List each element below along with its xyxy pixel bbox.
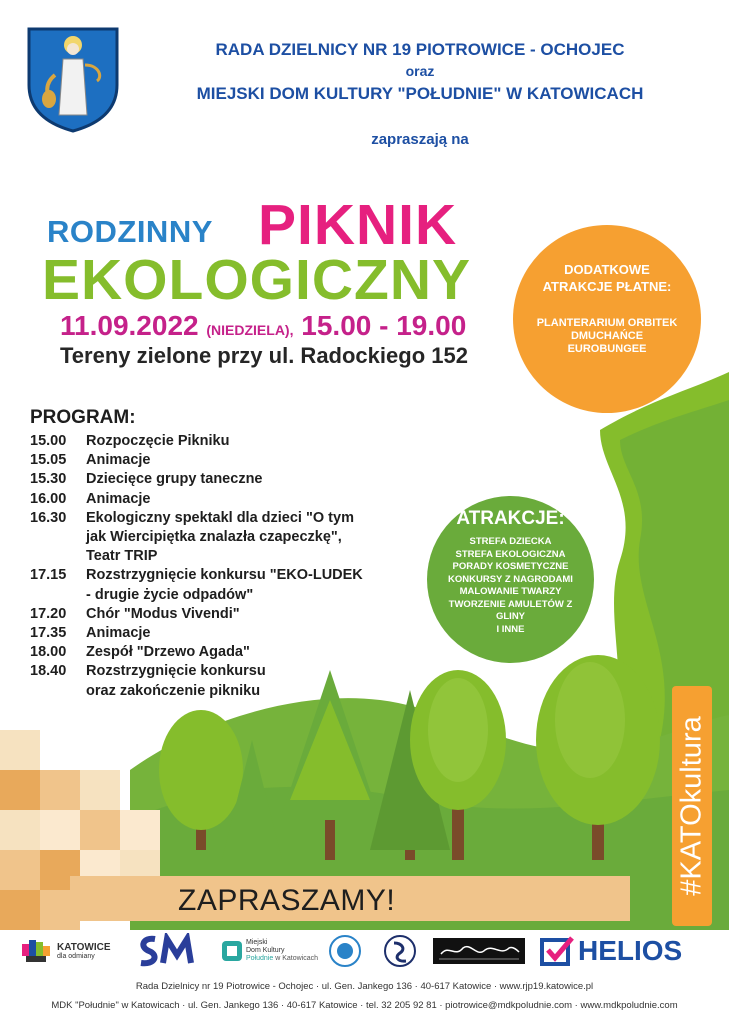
program-time: 17.20 <box>30 605 67 622</box>
event-date: 11.09.2022 <box>60 310 199 341</box>
program-text: Chór "Modus Vivendi" <box>86 605 240 622</box>
program-text: Animacje <box>86 452 151 469</box>
program-item <box>30 451 430 470</box>
closing-text: ZAPRASZAMY! <box>178 884 396 917</box>
attraction-item: TWORZENIE AMULETÓW Z GLINY <box>448 598 573 622</box>
program-item <box>30 566 430 604</box>
event-time: 15.00 - 19.00 <box>301 310 467 341</box>
program-time: 15.30 <box>30 471 67 488</box>
katowice-logo-text: KATOWICE <box>57 941 111 953</box>
katowice-mark-icon <box>22 936 52 966</box>
sm-logo <box>135 930 203 972</box>
program-time: 16.00 <box>30 490 67 507</box>
mdk-logo <box>222 930 318 972</box>
program-time: 16.30 <box>30 509 67 526</box>
script-wordmark-icon <box>433 938 525 964</box>
attraction-item: I INNE <box>496 623 525 635</box>
program-time: 17.15 <box>30 567 67 584</box>
program-text: Rozpoczęcie Pikniku <box>86 433 230 449</box>
katowice-logo-subtext: dla odmiany <box>57 952 95 960</box>
program-text: Rozstrzygnięcie konkursu oraz zakończenie pikniku <box>86 663 266 699</box>
mdk-logo-line3: Południe w Katowicach <box>246 955 318 962</box>
program-item <box>30 643 430 662</box>
organizer-conjunction: oraz <box>405 63 435 79</box>
program-time: 15.05 <box>30 452 67 469</box>
footer-address-2: MDK "Południe" w Katowicach · ul. Gen. Jankego 136 · 40-617 Katowice · tel. 32 205 92 81 · piotrowice@mdkpoludnie.com · www.mdkpoludnie.com <box>51 1000 678 1011</box>
mdk-mark-icon <box>222 941 242 961</box>
emblem-icon <box>383 934 417 968</box>
program-item <box>30 490 430 509</box>
organizer-1: RADA DZIELNICY NR 19 PIOTROWICE - OCHOJEC <box>215 40 625 59</box>
program-time: 15.00 <box>30 433 67 449</box>
attraction-item: KONKURSY Z NAGRODAMI <box>448 573 573 585</box>
footer-address-1: Rada Dzielnicy nr 19 Piotrowice - Ochojec · ul. Gen. Jankego 136 · 40-617 Katowice · www.rjp19.katowice.pl <box>135 981 594 992</box>
katowice-logo <box>22 930 111 972</box>
mdk-logo-line1: Miejski <box>246 939 268 946</box>
attraction-item: MALOWANIE TWARZY <box>459 586 562 597</box>
program-text: Dziecięce grupy taneczne <box>86 471 263 488</box>
event-day: (NIEDZIELA), <box>206 322 294 338</box>
invite-text: zapraszają na <box>371 131 469 148</box>
program-heading: PROGRAM: <box>30 407 136 428</box>
attraction-item: STREFA DZIECKA <box>469 536 552 547</box>
program-text: Animacje <box>86 490 151 507</box>
attractions-list <box>433 536 588 636</box>
program-item <box>30 470 430 489</box>
title-word-rodzinny: RODZINNY <box>47 214 213 249</box>
organizer-2: MIEJSKI DOM KULTURY "POŁUDNIE" W KATOWICACH <box>196 84 644 103</box>
attraction-item: PORADY KOSMETYCZNE <box>452 561 569 572</box>
program-time: 18.00 <box>30 644 67 661</box>
attractions-badge <box>427 496 594 663</box>
helios-text: HELIOS <box>578 935 683 966</box>
paid-attractions-badge <box>513 225 701 413</box>
program-time: 18.40 <box>30 663 67 680</box>
program-text: Ekologiczny spektakl dla dzieci "O tym jak Wiercipiętka znalazła czapeczkę", Teatr TRIP <box>86 509 354 565</box>
helios-check-icon <box>540 936 574 966</box>
hashtag-box <box>672 686 712 926</box>
event-venue: Tereny zielone przy ul. Radockiego 152 <box>60 343 468 368</box>
hashtag-text: #KATOkultura <box>675 716 708 896</box>
helios-logo <box>540 930 682 972</box>
program-item <box>30 509 430 567</box>
sponsor-logos <box>0 930 729 972</box>
program-item <box>30 432 430 451</box>
circle-emblem-logo <box>383 930 417 972</box>
coat-of-arms <box>25 25 121 135</box>
program-list <box>30 432 430 701</box>
attractions-title: ATRAKCJE: <box>456 508 565 529</box>
paid-attractions-title: DODATKOWE ATRAKCJE PŁATNE: <box>542 262 672 294</box>
attraction-item: STREFA EKOLOGICZNA <box>455 548 566 560</box>
program-item <box>30 605 430 624</box>
round-seal-logo <box>328 930 362 972</box>
program-text: Rozstrzygnięcie konkursu "EKO-LUDEK - drugie życie odpadów" <box>86 567 363 603</box>
program-time: 17.35 <box>30 625 67 642</box>
program-text: Zespół "Drzewo Agada" <box>86 644 250 661</box>
paid-attractions-list: PLANTERARIUM ORBITEK DMUCHAŃCE EUROBUNGEE <box>536 317 678 355</box>
program-text: Animacje <box>86 625 151 642</box>
program-item <box>30 662 430 700</box>
event-datetime <box>60 310 466 342</box>
program-item <box>30 624 430 643</box>
script-logo <box>433 930 525 972</box>
seal-icon <box>328 934 362 968</box>
title-word-piknik: PIKNIK <box>258 193 458 257</box>
title-word-ekologiczny: EKOLOGICZNY <box>42 248 472 312</box>
sm-mark-icon <box>135 933 203 969</box>
mdk-logo-line2: Dom Kultury <box>246 947 285 954</box>
